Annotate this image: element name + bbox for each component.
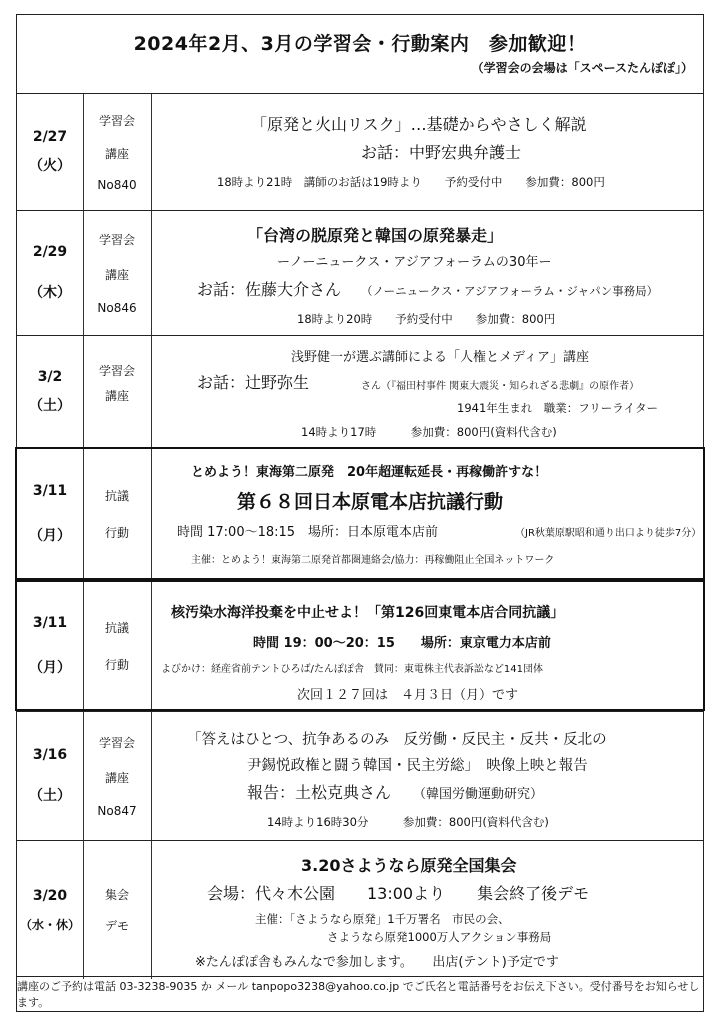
kind-label: 学習会 — [98, 233, 135, 247]
event-date — [17, 336, 84, 447]
course-number: No840 — [97, 178, 137, 192]
event-title: 「原発と火山リスク」…基礎からやさしく解説 — [251, 115, 587, 134]
date-label: 3/11 — [32, 614, 68, 631]
event-speaker: お話：中野宏典弁護士 — [361, 143, 522, 162]
venue-note: （学習会の会場は「スペースたんぽぽ」） — [471, 61, 693, 75]
event-title: 浅野健一が選ぶ講師による「人権とメディア」講座 — [291, 350, 589, 365]
event-body — [151, 582, 703, 709]
event-subtitle: ーノーニュークス・アジアフォーラムの30年ー — [277, 255, 552, 270]
event-body — [151, 336, 703, 447]
event-kind — [83, 94, 152, 210]
event-date — [17, 582, 84, 709]
kind-label: 講座 — [104, 268, 129, 282]
event-title: 「台湾の脱原発と韓国の原発暴走」 — [247, 226, 504, 245]
speaker-affiliation: さん（『福田村事件 関東大震災・知られざる悲劇』の原作者） — [361, 381, 640, 392]
date-label: 3/16 — [32, 747, 68, 763]
weekday-label: （火） — [29, 158, 71, 174]
speaker-affiliation: （ノーニュークス・アジアフォーラム・ジャパン事務局） — [361, 284, 659, 298]
event-row — [17, 840, 703, 979]
event-details: 18時より21時 講師のお話は19時より 予約受付中 参加費：800円 — [217, 175, 605, 189]
event-details: 14時より17時 参加費：800円(資料代含む) — [301, 425, 557, 439]
event-speaker: お話：佐藤大介さん — [197, 280, 342, 299]
event-title: 「答えはひとつ、抗争あるのみ 反労働・反民主・反共・反北の — [187, 732, 607, 748]
flyer-sheet — [16, 14, 704, 1012]
event-title: 核汚染水海洋投棄を中止せよ！「第126回東電本店合同抗議」 — [171, 605, 565, 621]
kind-label: 行動 — [104, 657, 129, 672]
event-body — [151, 712, 703, 840]
event-details: 18時より20時 予約受付中 参加費：800円 — [297, 312, 556, 326]
event-row-highlight — [15, 580, 705, 711]
weekday-label: （木） — [29, 285, 71, 301]
event-row — [17, 210, 703, 335]
event-time-place: 会場：代々木公園 13:00より 集会終了後デモ — [207, 884, 590, 903]
event-date — [17, 449, 84, 578]
event-title-cont: 尹錫悦政権と闘う韓国・民主労総」 映像上映と報告 — [247, 758, 588, 774]
weekday-label: （月） — [29, 527, 71, 544]
kind-label: 学習会 — [98, 114, 135, 128]
course-number: No847 — [97, 804, 137, 818]
weekday-label: （水・休） — [19, 917, 80, 932]
event-organizer: 主催：「さようなら原発」1千万署名 市民の会、 — [255, 912, 510, 926]
event-date — [17, 211, 84, 335]
event-row — [17, 93, 703, 210]
kind-label: 講座 — [104, 389, 129, 403]
event-details: 14時より16時30分 参加費：800円(資料代含む) — [267, 815, 549, 829]
date-label: 2/27 — [32, 129, 68, 145]
kind-label: 集会 — [104, 888, 129, 902]
event-note: ※たんぽぽ舎もみんなで参加します。 出店(テント)予定です — [195, 955, 559, 970]
event-organizer-cont: さようなら原発1000万人アクション事務局 — [327, 930, 552, 944]
date-label: 3/11 — [32, 482, 68, 499]
event-date — [17, 712, 84, 840]
event-body — [151, 211, 703, 335]
weekday-label: （土） — [29, 397, 71, 414]
access-note: （JR秋葉原駅昭和通り出口より徒歩7分） — [515, 528, 702, 539]
contact-text: 講座のご予約は電話 03-3238-9035 か メール tanpopo3238@yahoo.co.jp でご氏名と電話番号をお伝え下さい。受付番号をお知らせします。 — [17, 980, 700, 1009]
event-title: 3.20さようなら原発全国集会 — [301, 856, 517, 875]
event-organizer: よびかけ：経産省前テントひろば/たんぽぽ舎 賛同：東電株主代表訴訟など141団体 — [161, 664, 543, 675]
event-body — [151, 449, 703, 578]
event-row — [17, 335, 703, 447]
event-date — [17, 841, 84, 979]
event-date — [17, 94, 84, 210]
event-kind — [83, 712, 152, 840]
weekday-label: （土） — [29, 788, 71, 804]
event-body — [151, 94, 703, 210]
event-row — [17, 711, 703, 840]
event-time-place: 時間 19：00～20：15 場所：東京電力本店前 — [253, 636, 551, 651]
event-kind — [83, 841, 152, 979]
kind-label: デモ — [104, 919, 129, 933]
date-label: 3/20 — [32, 887, 68, 904]
kind-label: 学習会 — [98, 364, 135, 378]
speaker-profile: 1941年生まれ 職業：フリーライター — [457, 401, 658, 415]
event-slogan: とめよう！東海第二原発 20年超運転延長・再稼働許すな！ — [191, 465, 548, 480]
event-body — [151, 841, 703, 979]
event-organizer: 主催：とめよう！東海第二原発首都圏連絡会/協力：再稼働阻止全国ネットワーク — [191, 555, 555, 566]
contact-footer — [17, 976, 703, 1011]
kind-label: 講座 — [104, 771, 129, 785]
kind-label: 行動 — [104, 525, 129, 540]
weekday-label: （月） — [29, 659, 71, 676]
event-title: 第６８回日本原電本店抗議行動 — [237, 491, 504, 513]
event-row-highlight — [15, 447, 705, 580]
event-kind — [83, 582, 152, 709]
next-event-note: 次回１２７回は ４月３日（月）です — [297, 688, 519, 703]
event-speaker: 報告：土松克典さん — [247, 783, 392, 802]
event-time-place: 時間 17:00～18:15 場所：日本原電本店前 — [177, 525, 439, 540]
kind-label: 講座 — [104, 147, 129, 161]
page-title: 2024年2月、3月の学習会・行動案内 参加歓迎！ — [133, 33, 587, 55]
event-speaker: お話：辻野弥生 — [197, 373, 310, 392]
event-kind — [83, 449, 152, 578]
course-number: No846 — [97, 301, 137, 315]
date-label: 2/29 — [32, 244, 68, 260]
kind-label: 抗議 — [104, 620, 129, 635]
event-kind — [83, 336, 152, 447]
speaker-affiliation: （韓国労働運動研究） — [413, 787, 544, 802]
kind-label: 学習会 — [98, 736, 135, 750]
event-kind — [83, 211, 152, 335]
date-label: 3/2 — [37, 368, 63, 385]
kind-label: 抗議 — [104, 488, 129, 503]
